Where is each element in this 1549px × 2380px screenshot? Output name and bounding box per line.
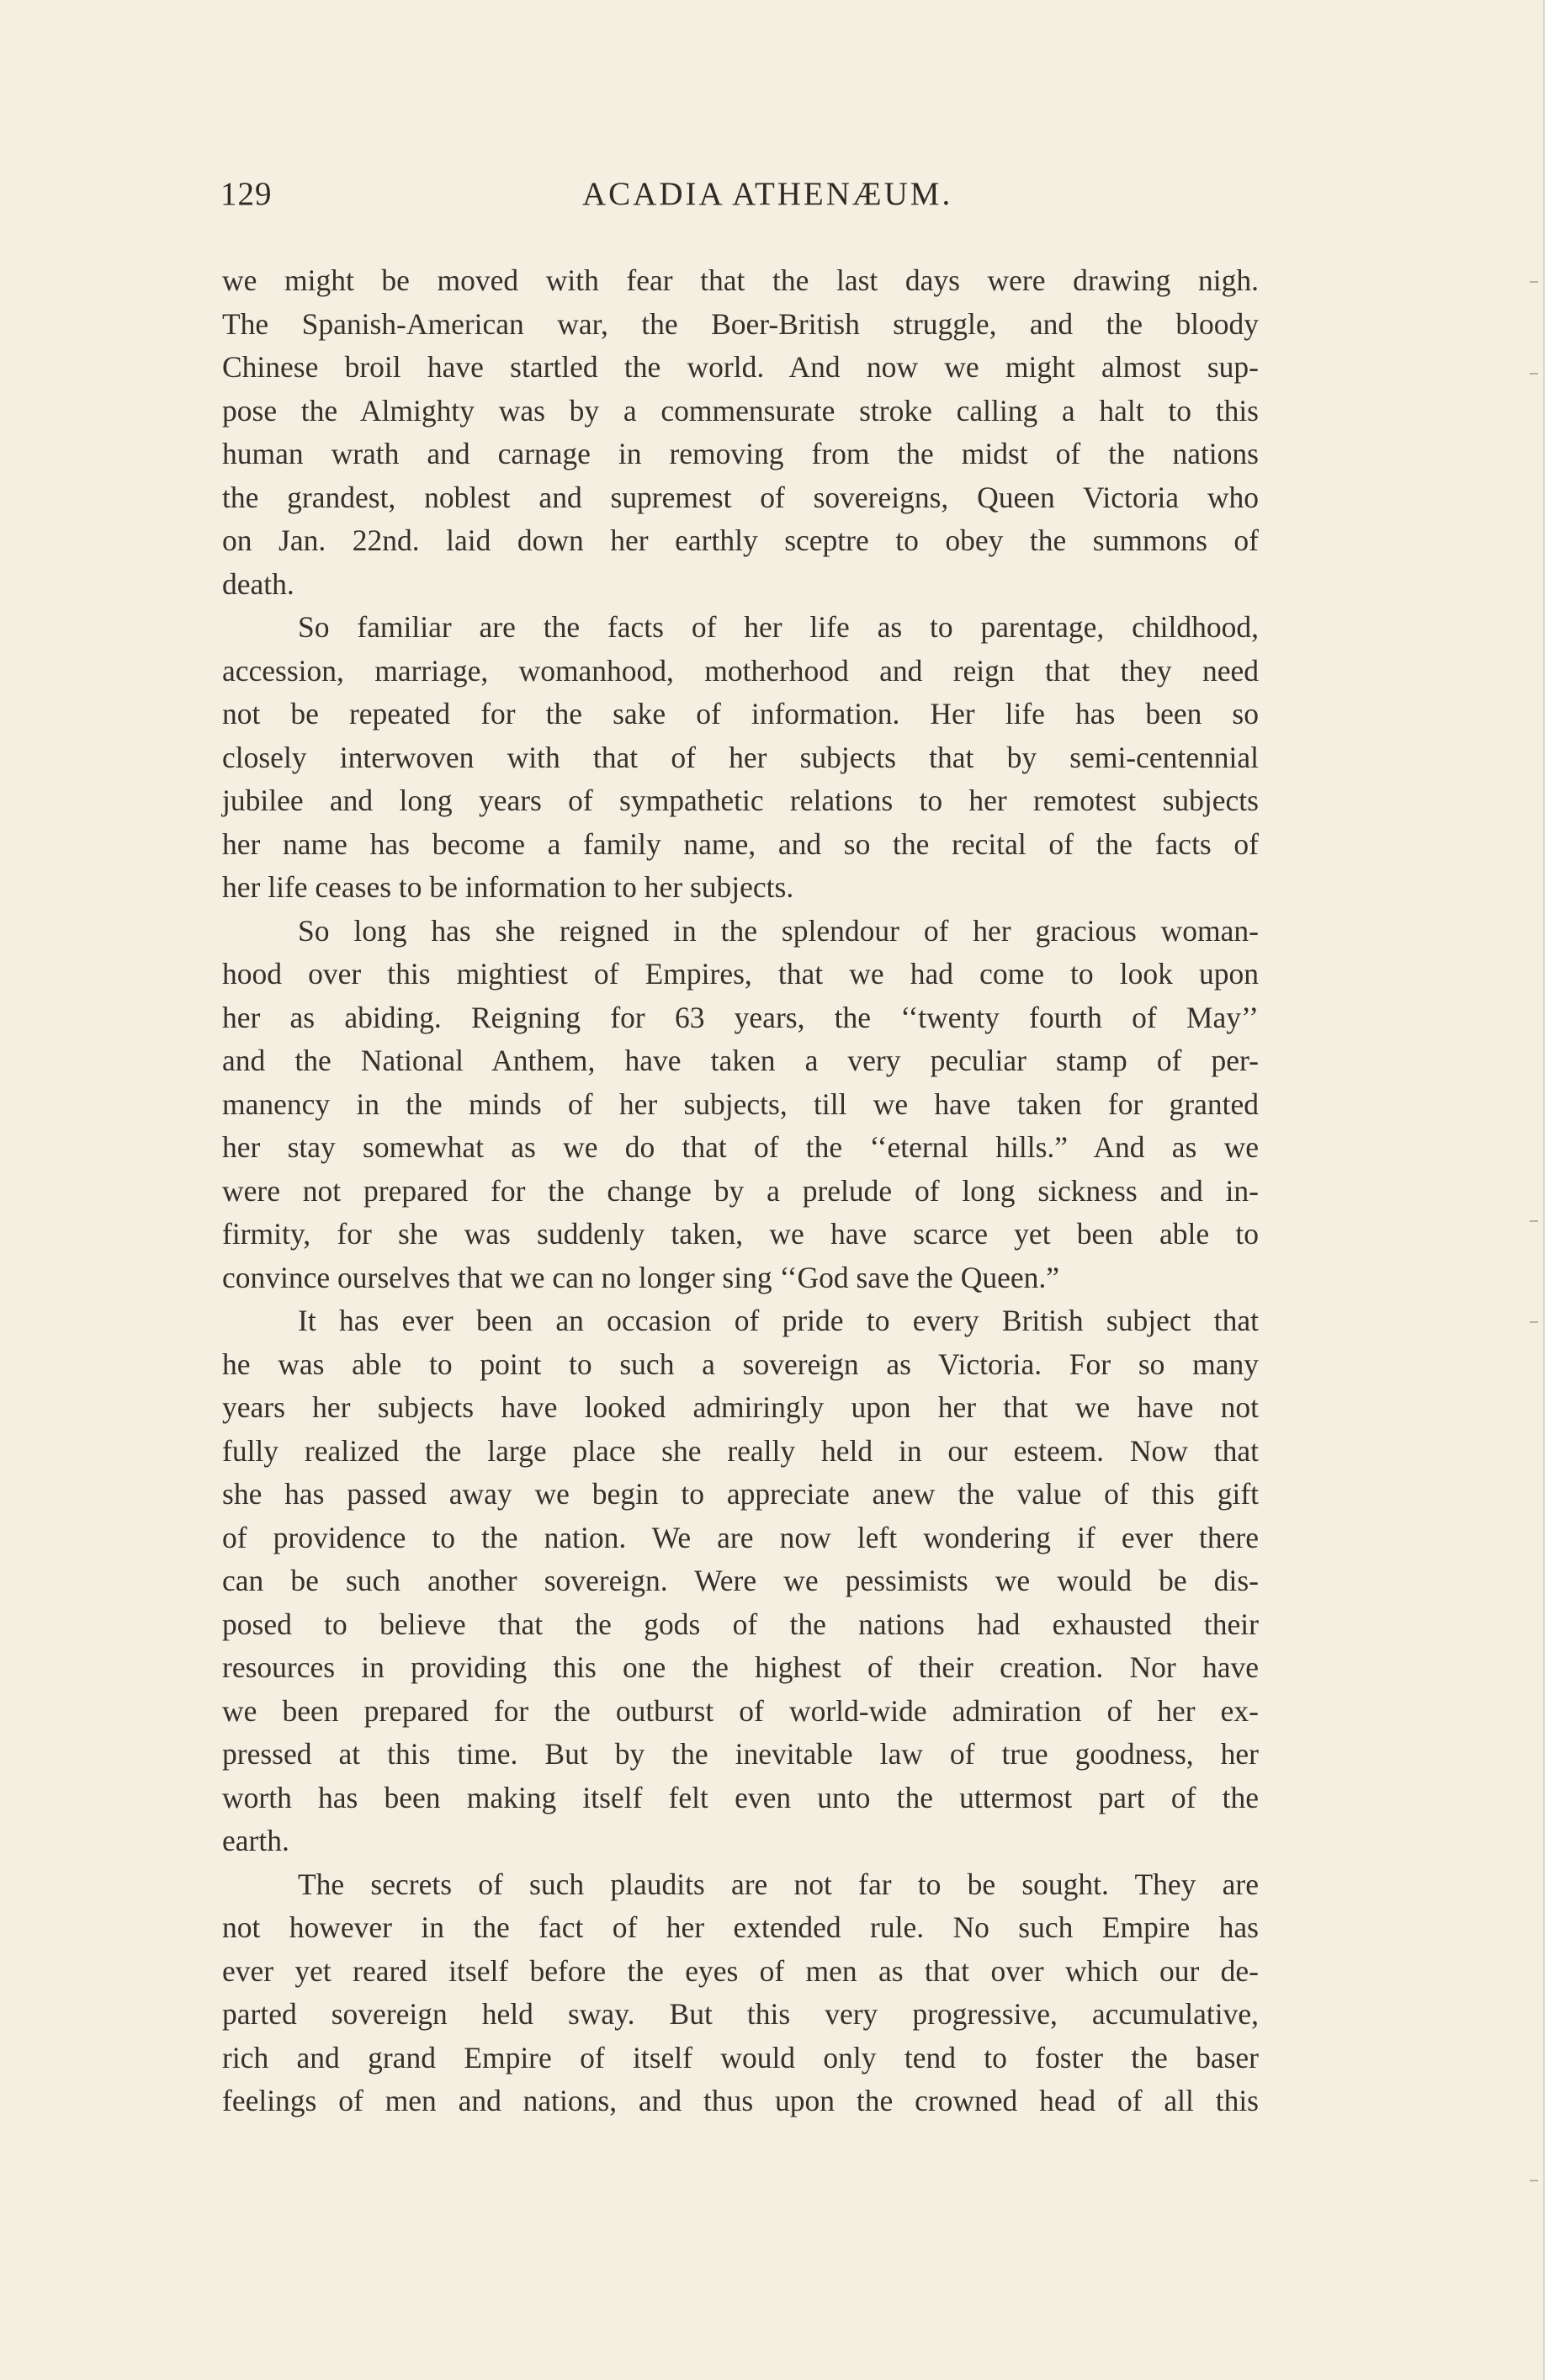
margin-mark (1530, 2180, 1538, 2181)
text-line: The Spanish-American war, the Boer-British struggle, and the bloody (222, 306, 1259, 341)
text-line: pressed at this time. But by the inevitable law of true goodness, her (222, 1737, 1259, 1771)
text-line: she has passed away we begin to appreciate anew the value of this gift (222, 1477, 1259, 1511)
text-line: resources in providing this one the highest of their creation. Nor have (222, 1650, 1259, 1684)
text-line: So long has she reigned in the splendour of her gracious woman- (298, 913, 1259, 948)
text-line: earth. (222, 1824, 289, 1857)
text-line: fully realized the large place she really held in our esteem. Now that (222, 1433, 1259, 1468)
text-line: feelings of men and nations, and thus upon the crowned head of all this (222, 2084, 1259, 2117)
text-line: her name has become a family name, and so the recital of the facts of (222, 826, 1259, 861)
text-line: worth has been making itself felt even unto the uttermost part of the (222, 1780, 1259, 1814)
text-line: her life ceases to be information to her subjects. (222, 870, 794, 904)
text-line: ever yet reared itself before the eyes of men as that over which our de- (222, 1953, 1259, 1988)
text-line: not be repeated for the sake of information. Her life has been so (222, 697, 1259, 730)
text-line: convince ourselves that we can no longer sing ‘‘God save the Queen.” (222, 1260, 1059, 1294)
text-line: were not prepared for the change by a prelude of long sickness and in- (222, 1173, 1259, 1208)
text-line: her as abiding. Reigning for 63 years, the ‘‘twenty fourth of May’’ (222, 1000, 1259, 1034)
paragraph (222, 606, 1259, 910)
text-line: The secrets of such plaudits are not far to be sought. They are (298, 1867, 1259, 1901)
margin-mark (1530, 1321, 1538, 1323)
text-line: pose the Almighty was by a commensurate stroke calling a halt to this (222, 393, 1259, 428)
text-line: It has ever been an occasion of pride to every British subject that (298, 1304, 1259, 1337)
text-line: we might be moved with fear that the last days were drawing nigh. (222, 263, 1259, 297)
page-header (220, 175, 1257, 226)
paragraph (222, 1863, 1259, 2123)
text-line: of providence to the nation. We are now left wondering if ever there (222, 1520, 1259, 1554)
text-line: hood over this mightiest of Empires, that we had come to look upon (222, 957, 1259, 991)
text-line: Chinese broil have startled the world. And now we might almost sup- (222, 350, 1259, 384)
text-line: human wrath and carnage in removing from the midst of the nations (222, 437, 1259, 470)
text-line: posed to believe that the gods of the nations had exhausted their (222, 1607, 1259, 1641)
text-line: her stay somewhat as we do that of the ‘‘eternal hills.” And as we (222, 1130, 1259, 1164)
text-line: he was able to point to such a sovereign as Victoria. For so many (222, 1347, 1259, 1381)
text-line: death. (222, 566, 294, 601)
running-title: ACADIA ATHENÆUM. (582, 176, 953, 212)
text-line: So familiar are the facts of her life as to parentage, childhood, (298, 610, 1259, 644)
paragraph (222, 910, 1259, 1300)
paragraph (222, 259, 1259, 606)
text-line: years her subjects have looked admiringly upon her that we have not (222, 1390, 1259, 1424)
text-line: on Jan. 22nd. laid down her earthly sceptre to obey the summons of (222, 523, 1259, 557)
margin-mark (1530, 373, 1538, 375)
text-line: can be such another sovereign. Were we pessimists we would be dis- (222, 1564, 1259, 1597)
page-number: 129 (220, 176, 273, 212)
text-line: manency in the minds of her subjects, till we have taken for granted (222, 1086, 1259, 1121)
text-line: closely interwoven with that of her subjects that by semi-centennial (222, 740, 1259, 774)
text-line: accession, marriage, womanhood, motherhood and reign that they need (222, 653, 1259, 688)
text-line: we been prepared for the outburst of world-wide admiration of her ex- (222, 1693, 1259, 1728)
margin-mark (1530, 281, 1538, 283)
text-line: jubilee and long years of sympathetic relations to her remotest subjects (222, 784, 1259, 817)
text-line: firmity, for she was suddenly taken, we have scarce yet been able to (222, 1217, 1259, 1251)
text-line: parted sovereign held sway. But this very progressive, accumulative, (222, 1997, 1259, 2031)
text-line: rich and grand Empire of itself would only tend to foster the baser (222, 2040, 1259, 2075)
text-line: the grandest, noblest and supremest of sovereigns, Queen Victoria who (222, 480, 1259, 514)
text-line: and the National Anthem, have taken a very peculiar stamp of per- (222, 1044, 1259, 1077)
margin-mark (1530, 1220, 1538, 1222)
article-body (222, 259, 1259, 2123)
paragraph (222, 1299, 1259, 1863)
text-line: not however in the fact of her extended rule. No such Empire has (222, 1910, 1259, 1944)
